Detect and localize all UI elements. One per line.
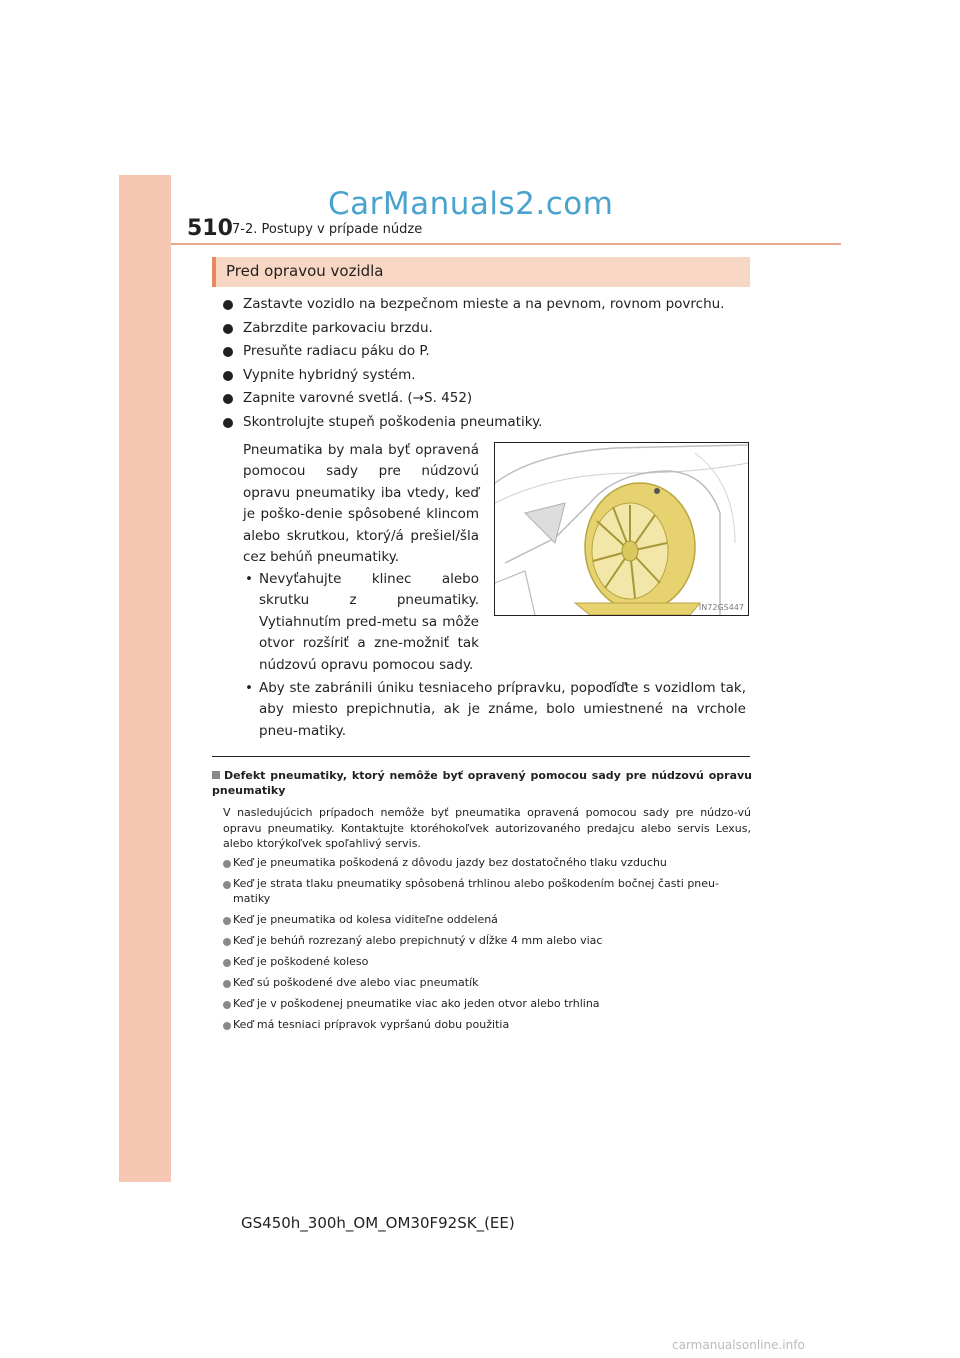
list-item: Keď sú poškodené dve alebo viac pneumatík — [223, 976, 753, 991]
bullet-icon — [223, 980, 231, 988]
bullet-icon — [223, 371, 233, 381]
bullet-icon — [223, 881, 231, 889]
preparation-steps-list — [223, 293, 753, 435]
bullet-icon — [223, 1001, 231, 1009]
bullet-icon — [223, 418, 233, 428]
list-item: Skontrolujte stupeň poškodenia pneumatiky. — [223, 411, 753, 435]
topic-header — [212, 257, 750, 287]
tire-puncture-illustration-icon — [495, 443, 748, 615]
page-number: 510 — [187, 216, 233, 241]
damage-description: Pneumatika by mala byť opravená pomocou sady pre núdzovú opravu pneumatiky iba vtedy, keď je poško-denie spôsobené klincom alebo skrutkou, ktorý/á prešiel/šla cez behúň pneumatiky. — [243, 442, 479, 566]
list-item: Presuňte radiacu páku do P. — [223, 340, 753, 364]
list-item: Keď je v poškodenej pneumatike viac ako jeden otvor alebo trhlina — [223, 997, 753, 1012]
bullet-icon — [223, 959, 231, 967]
bullet-icon — [223, 300, 233, 310]
sub-item-position-puncture: • Aby ste zabránili úniku tesniaceho prípravku, popoďíďte s vozidlom tak, aby miesto prepichnutia, ak je známe, bolo umiestnené na vrchole pneu-matiky. — [245, 680, 746, 739]
square-bullet-icon — [212, 771, 220, 779]
document-id: GS450h_300h_OM_OM30F92SK_(EE) — [241, 1214, 515, 1232]
bullet-icon — [223, 324, 233, 334]
list-item: Keď je behúň rozrezaný alebo prepichnutý v dĺžke 4 mm alebo viac — [223, 934, 753, 949]
list-item: Zapnite varovné svetlá. (→S. 452) — [223, 387, 753, 411]
bullet-icon — [223, 938, 231, 946]
note-intro: V nasledujúcich prípadoch nemôže byť pneumatika opravená pomocou sady pre núdzo-vú opravu pneumatiky. Kontaktujte ktoréhokoľvek autorizovaného predajcu alebo servis Lexus, alebo ktorýkoľvek spoľahlivý servis. — [223, 806, 751, 850]
list-item: Vypnite hybridný systém. — [223, 364, 753, 388]
bullet-icon — [223, 1022, 231, 1030]
list-item: Keď je poškodené koleso — [223, 955, 753, 970]
chapter-side-band — [119, 175, 171, 1182]
site-watermark: carmanualsonline.info — [672, 1338, 805, 1352]
watermark-logo: CarManuals2.com — [328, 186, 614, 222]
list-item: Keď je pneumatika poškodená z dôvodu jazdy bez dostatočného tlaku vzduchu — [223, 856, 753, 871]
list-item: Keď je pneumatika od kolesa viditeľne oddelená — [223, 913, 753, 928]
figure-code: IN72GS447 — [698, 603, 744, 612]
sub-item-do-not-remove: • Nevyťahujte klinec alebo skrutku z pneumatiky. Vytiahnutím pred-metu sa môže otvor rozšíriť a zne-možniť tak núdzovú opravu pomocou sady. — [245, 571, 479, 673]
section-title: 7-2. Postupy v prípade núdze — [232, 222, 423, 237]
list-item: Keď má tesniaci prípravok vypršanú dobu použitia — [223, 1018, 753, 1033]
list-item: Zabrzdite parkovaciu brzdu. — [223, 317, 753, 341]
bullet-icon — [223, 860, 231, 868]
bullet-icon — [223, 917, 231, 925]
unrepairable-cases-list — [223, 856, 753, 1039]
list-item: Zastavte vozidlo na bezpečnom mieste a na pevnom, rovnom povrchu. — [223, 293, 753, 317]
section-divider — [212, 756, 750, 757]
tire-illustration — [494, 442, 749, 616]
list-item: Keď je strata tlaku pneumatiky spôsobená trhlinou alebo poškodením bočnej časti pneu-matiky — [223, 877, 753, 906]
note-heading: Defekt pneumatiky, ktorý nemôže byť opravený pomocou sady pre núdzovú opravu pneumatiky — [212, 769, 752, 797]
bullet-icon — [223, 347, 233, 357]
topic-title: Pred opravou vozidla — [226, 262, 384, 280]
header-rule — [171, 243, 841, 245]
bullet-icon — [223, 394, 233, 404]
